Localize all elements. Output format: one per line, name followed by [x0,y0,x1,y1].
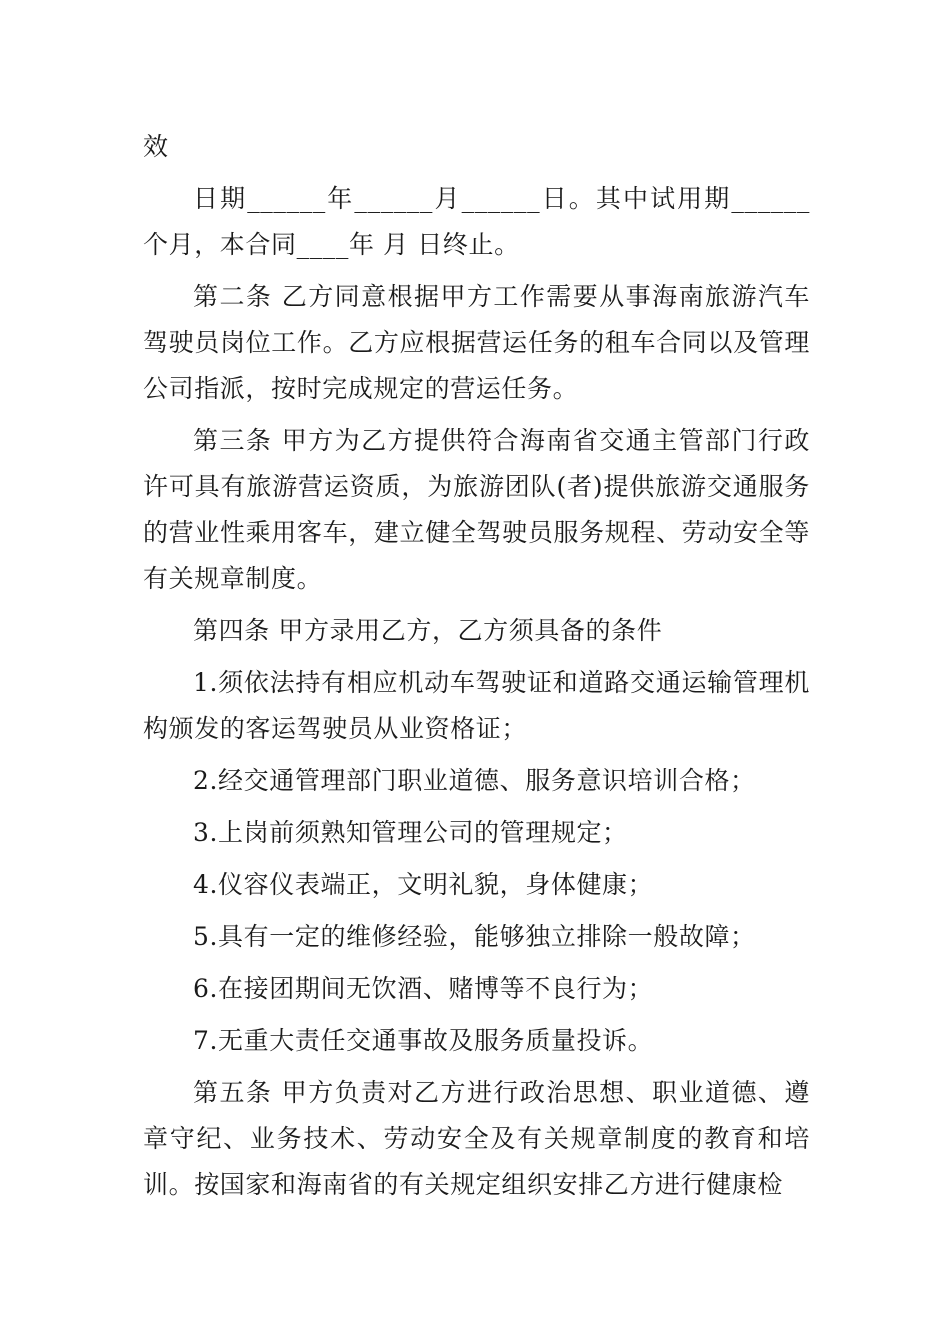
list-item-condition-6: 6.在接团期间无饮酒、赌博等不良行为； [193,974,654,1003]
paragraph-article-2: 第二条 乙方同意根据甲方工作需要从事海南旅游汽车驾驶员岗位工作。乙方应根据营运任务的租车合同以及管理公司指派，按时完成规定的营运任务。 [143,282,810,403]
paragraph-article-4: 第四条 甲方录用乙方，乙方须具备的条件 [193,616,663,645]
list-item-condition-2: 2.经交通管理部门职业道德、服务意识培训合格； [193,766,756,795]
list-item-condition-1: 1.须依法持有相应机动车驾驶证和道路交通运输管理机构颁发的客运驾驶员从业资格证； [143,668,810,743]
paragraph-article-5: 第五条 甲方负责对乙方进行政治思想、职业道德、遵章守纪、业务技术、劳动安全及有关规章制度的教育和培训。按国家和海南省的有关规定组织安排乙方进行健康检 [143,1078,810,1199]
list-item-condition-5: 5.具有一定的维修经验，能够独立排除一般故障； [193,922,756,951]
paragraph-continuation: 效 [143,132,169,161]
list-item-condition-3: 3.上岗前须熟知管理公司的管理规定； [193,818,628,847]
paragraph-contract-dates: 日期______年______月______日。其中试用期______个月，本合同____年 月 日终止。 [143,184,810,259]
list-item-condition-7: 7.无重大责任交通事故及服务质量投诉。 [193,1026,654,1055]
list-item-condition-4: 4.仪容仪表端正，文明礼貌，身体健康； [193,870,654,899]
document-body [143,124,810,1214]
paragraph-article-3: 第三条 甲方为乙方提供符合海南省交通主管部门行政许可具有旅游营运资质，为旅游团队(者)提供旅游交通服务的营业性乘用客车，建立健全驾驶员服务规程、劳动安全等有关规章制度。 [143,426,810,593]
